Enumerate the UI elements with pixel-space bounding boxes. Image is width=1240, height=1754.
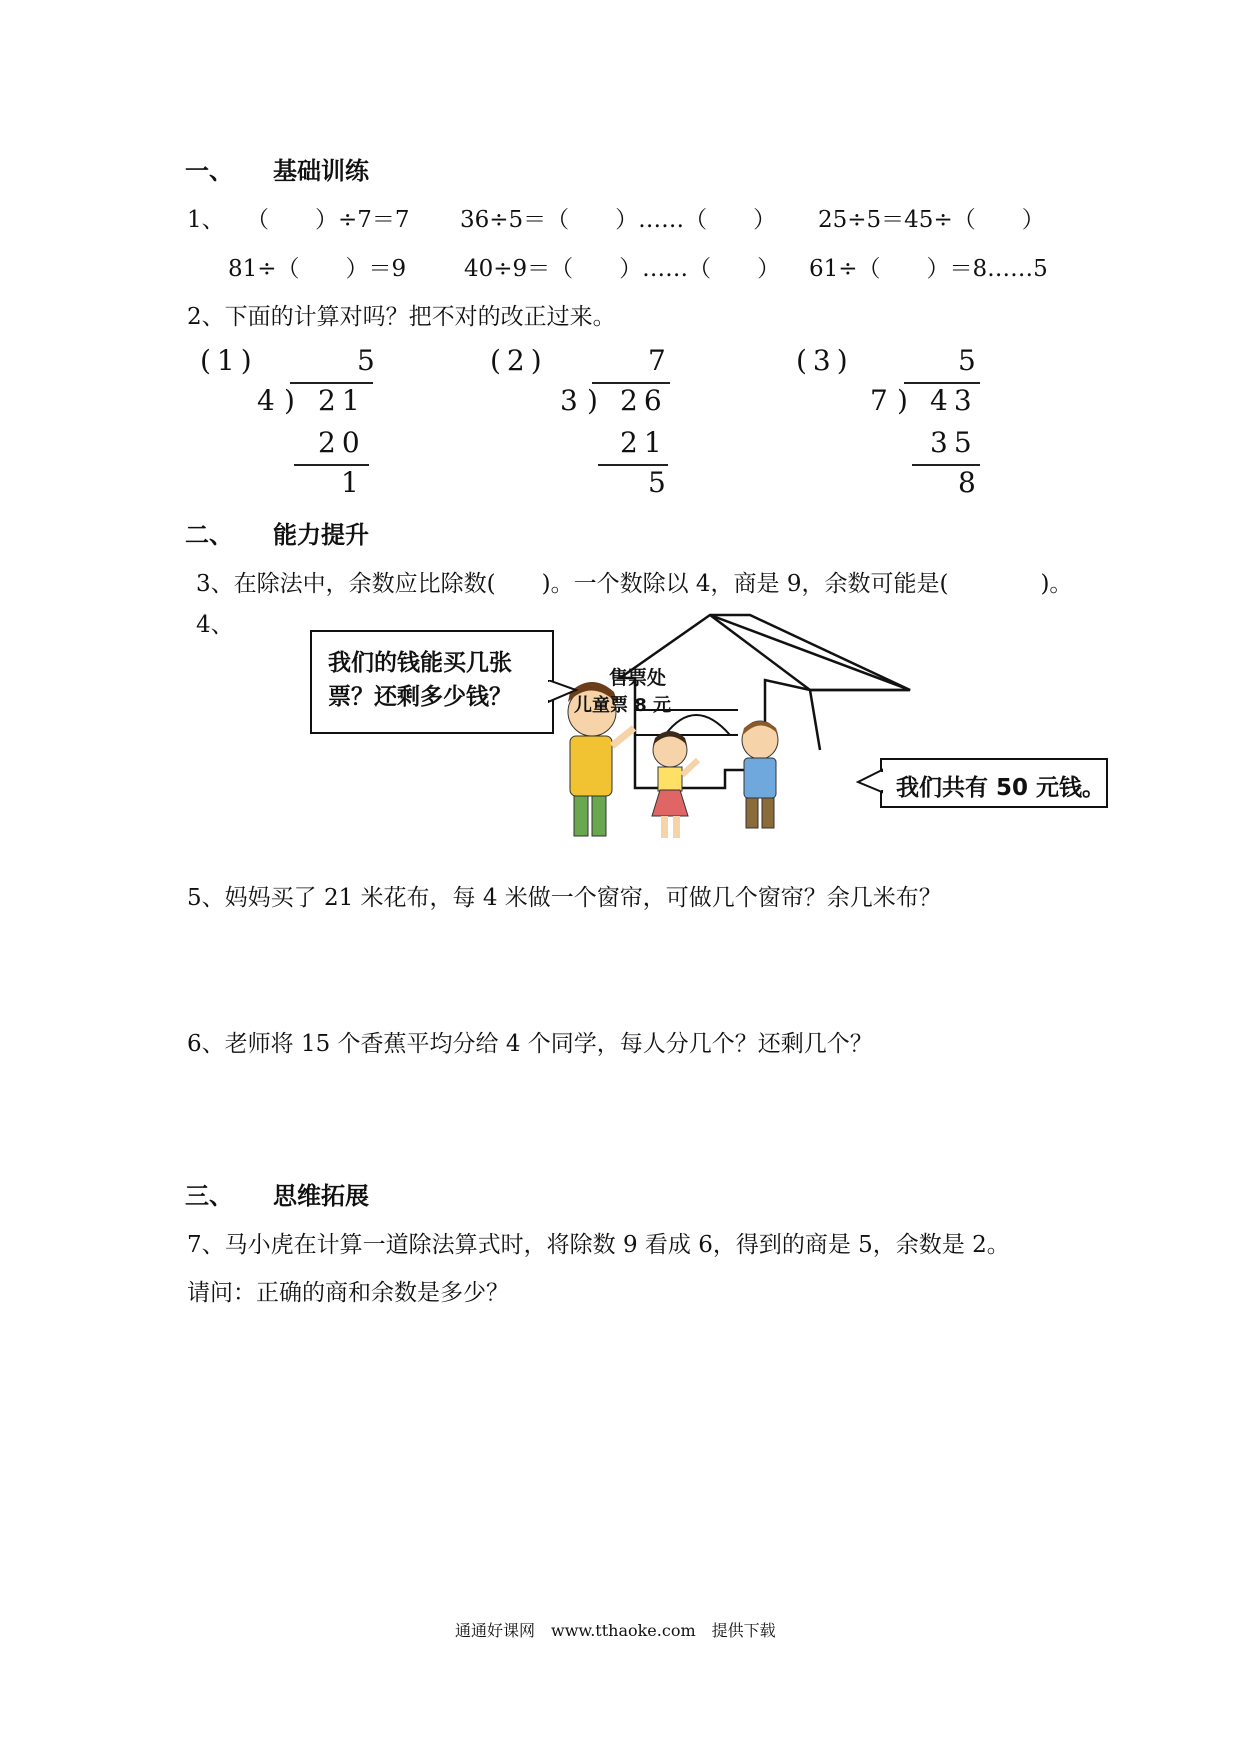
- division-bracket: ): [284, 384, 301, 417]
- remainder: 8: [958, 466, 982, 499]
- problem-label: (2): [490, 344, 548, 377]
- bubble-text-line1: 我们的钱能买几张: [328, 650, 512, 676]
- remainder: 1: [341, 466, 365, 499]
- dividend: 21: [318, 384, 366, 417]
- ticket-booth-illustration: [500, 600, 940, 840]
- equation-item: 40÷9＝（ ）……（ ）: [464, 256, 781, 282]
- divisor: 4: [257, 384, 281, 417]
- section-number: 三、: [185, 1182, 233, 1210]
- girl-character-icon: [652, 731, 698, 838]
- remainder: 5: [648, 466, 672, 499]
- problem-label: (3): [796, 344, 854, 377]
- divisor: 3: [560, 384, 584, 417]
- bubble-tail-icon: [856, 768, 884, 796]
- quotient: 5: [958, 344, 982, 377]
- quotient: 5: [357, 344, 381, 377]
- product: 21: [620, 426, 668, 459]
- equation-item: 61÷（ ）＝8……5: [809, 256, 1048, 282]
- divisor: 7: [870, 384, 894, 417]
- section-number: 二、: [185, 521, 233, 549]
- dividend: 43: [930, 384, 978, 417]
- small-boy-character-icon: [742, 721, 778, 828]
- section-title: 思维拓展: [273, 1182, 369, 1210]
- product: 20: [318, 426, 366, 459]
- section-number: 一、: [185, 157, 233, 185]
- bubble-text-line2: 票？还剩多少钱？: [328, 684, 512, 710]
- equation-item: （ ）÷7＝7: [246, 207, 410, 233]
- quotient: 7: [648, 344, 672, 377]
- bubble-text: 我们共有 50 元钱。: [896, 775, 1106, 801]
- dividend: 26: [620, 384, 668, 417]
- footer-credit: 通通好课网 www.tthaoke.com 提供下载: [455, 1621, 776, 1640]
- equation-item: 25÷5＝45÷（ ）: [818, 207, 1045, 233]
- equation-item: 36÷5＝（ ）……（ ）: [460, 207, 777, 233]
- question-number: 1、: [187, 207, 225, 233]
- question-text: 5、妈妈买了 21 米花布，每 4 米做一个窗帘，可做几个窗帘？余几米布？: [187, 885, 942, 911]
- section-title: 能力提升: [273, 521, 369, 549]
- question-text: 请问：正确的商和余数是多少？: [187, 1280, 509, 1306]
- question-number: 4、: [196, 612, 234, 638]
- problem-label: (1): [200, 344, 258, 377]
- question-text: 3、在除法中，余数应比除数( )。一个数除以 4，商是 9，余数可能是( )。: [196, 571, 1073, 597]
- ticket-price: 儿童票 8 元: [574, 695, 672, 716]
- division-bracket: ): [587, 384, 604, 417]
- division-bracket: ): [897, 384, 914, 417]
- speech-bubble-left: [310, 630, 554, 734]
- section-title: 基础训练: [273, 157, 369, 185]
- product: 35: [930, 426, 978, 459]
- speech-bubble-right: [880, 758, 1108, 808]
- ticket-office-sign: 售票处: [609, 667, 667, 689]
- question-text: 2、下面的计算对吗？把不对的改正过来。: [187, 304, 616, 330]
- question-text: 7、马小虎在计算一道除法算式时，将除数 9 看成 6，得到的商是 5，余数是 2。: [187, 1232, 1010, 1258]
- equation-item: 81÷（ ）＝9: [228, 256, 407, 282]
- question-text: 6、老师将 15 个香蕉平均分给 4 个同学，每人分几个？还剩几个？: [187, 1031, 873, 1057]
- bubble-tail-icon: [548, 680, 578, 710]
